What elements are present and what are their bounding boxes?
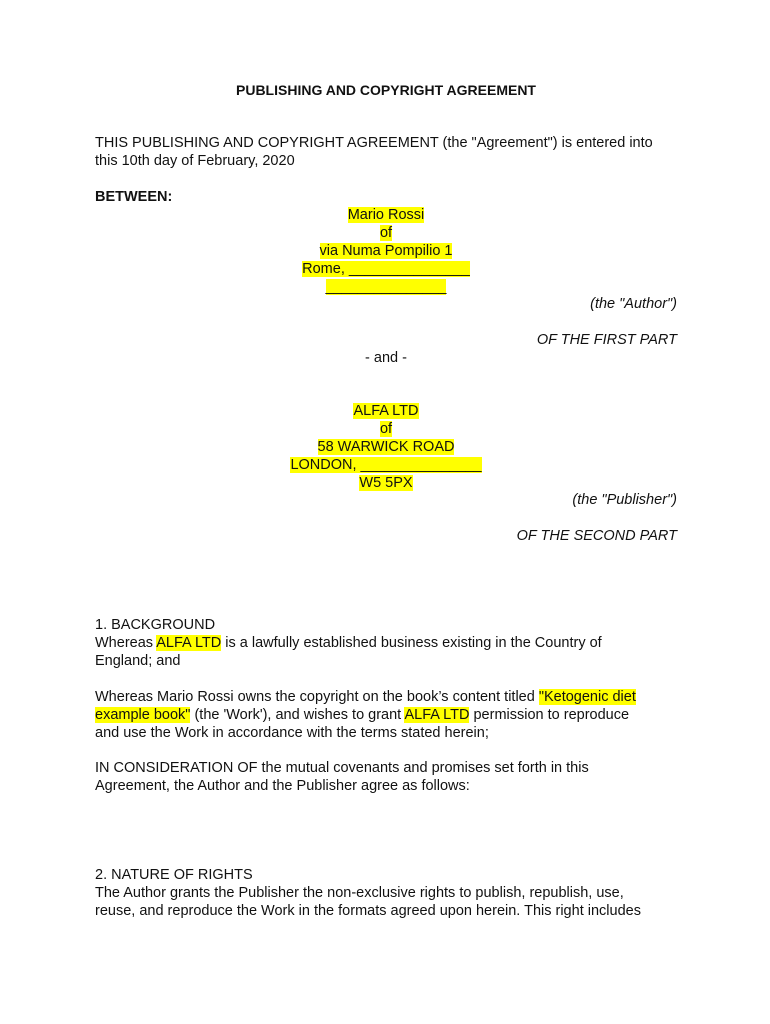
publisher-of: of: [379, 421, 393, 437]
between-label: BETWEEN:: [95, 189, 173, 205]
intro-line-2: this 10th day of February, 2020: [95, 153, 295, 169]
intro-line-1: THIS PUBLISHING AND COPYRIGHT AGREEMENT (the "Agreement") is entered into: [95, 135, 653, 151]
publisher-postcode: W5 5PX: [359, 475, 413, 491]
author-of: of: [379, 225, 393, 241]
background-p2-line3: and use the Work in accordance with the terms stated herein;: [95, 725, 489, 741]
publisher-of-line: [95, 420, 677, 438]
author-city-line: [95, 260, 677, 278]
background-p2-pre: Whereas Mario Rossi owns the copyright on the book’s content titled: [95, 689, 539, 705]
document-title: PUBLISHING AND COPYRIGHT AGREEMENT: [236, 82, 536, 98]
author-of-line: [95, 224, 677, 242]
background-p2-post: permission to reproduce: [469, 707, 630, 723]
publisher-role: (the "Publisher"): [572, 492, 677, 508]
background-p2-company: ALFA LTD: [404, 707, 470, 723]
author-extra-line: [95, 278, 677, 296]
publisher-city: LONDON, _______________: [290, 457, 482, 473]
first-part-label: OF THE FIRST PART: [536, 332, 677, 348]
author-extra: _______________: [325, 279, 447, 295]
author-name-line: [95, 206, 677, 224]
author-city: Rome, _______________: [302, 261, 470, 277]
author-address-line: [95, 242, 677, 260]
publisher-postcode-line: [95, 474, 677, 492]
publisher-name-line: [95, 402, 677, 420]
rights-line2: reuse, and reproduce the Work in the formats agreed upon herein. This right includes: [95, 903, 641, 919]
consideration-line1: IN CONSIDERATION OF the mutual covenants and promises set forth in this: [95, 760, 589, 776]
background-p1-line2: England; and: [95, 653, 181, 669]
background-p1-pre: Whereas: [95, 635, 157, 651]
publisher-address: 58 WARWICK ROAD: [317, 439, 455, 455]
author-address: via Numa Pompilio 1: [319, 243, 453, 259]
rights-line1: The Author grants the Publisher the non-exclusive rights to publish, republish, use,: [95, 885, 624, 901]
background-p2-line1: [95, 688, 677, 706]
background-p2-mid: (the 'Work'), and wishes to grant: [190, 707, 405, 723]
book-title-part2: example book": [95, 707, 191, 723]
background-p2-line2: [95, 706, 677, 724]
publisher-name: ALFA LTD: [353, 403, 419, 419]
author-name: Mario Rossi: [347, 207, 425, 223]
book-title-part1: "Ketogenic diet: [538, 689, 636, 705]
publisher-address-line: [95, 438, 677, 456]
publisher-city-line: [95, 456, 677, 474]
consideration-line2: Agreement, the Author and the Publisher agree as follows:: [95, 778, 470, 794]
second-part-label: OF THE SECOND PART: [516, 528, 677, 544]
author-role: (the "Author"): [590, 296, 677, 312]
background-heading: 1. BACKGROUND: [95, 617, 216, 633]
background-p1-post: is a lawfully established business existing in the Country of: [221, 635, 602, 651]
and-separator: - and -: [365, 350, 407, 366]
background-p1-line1: [95, 634, 677, 652]
rights-heading: 2. NATURE OF RIGHTS: [95, 867, 253, 883]
background-p1-company: ALFA LTD: [156, 635, 222, 651]
